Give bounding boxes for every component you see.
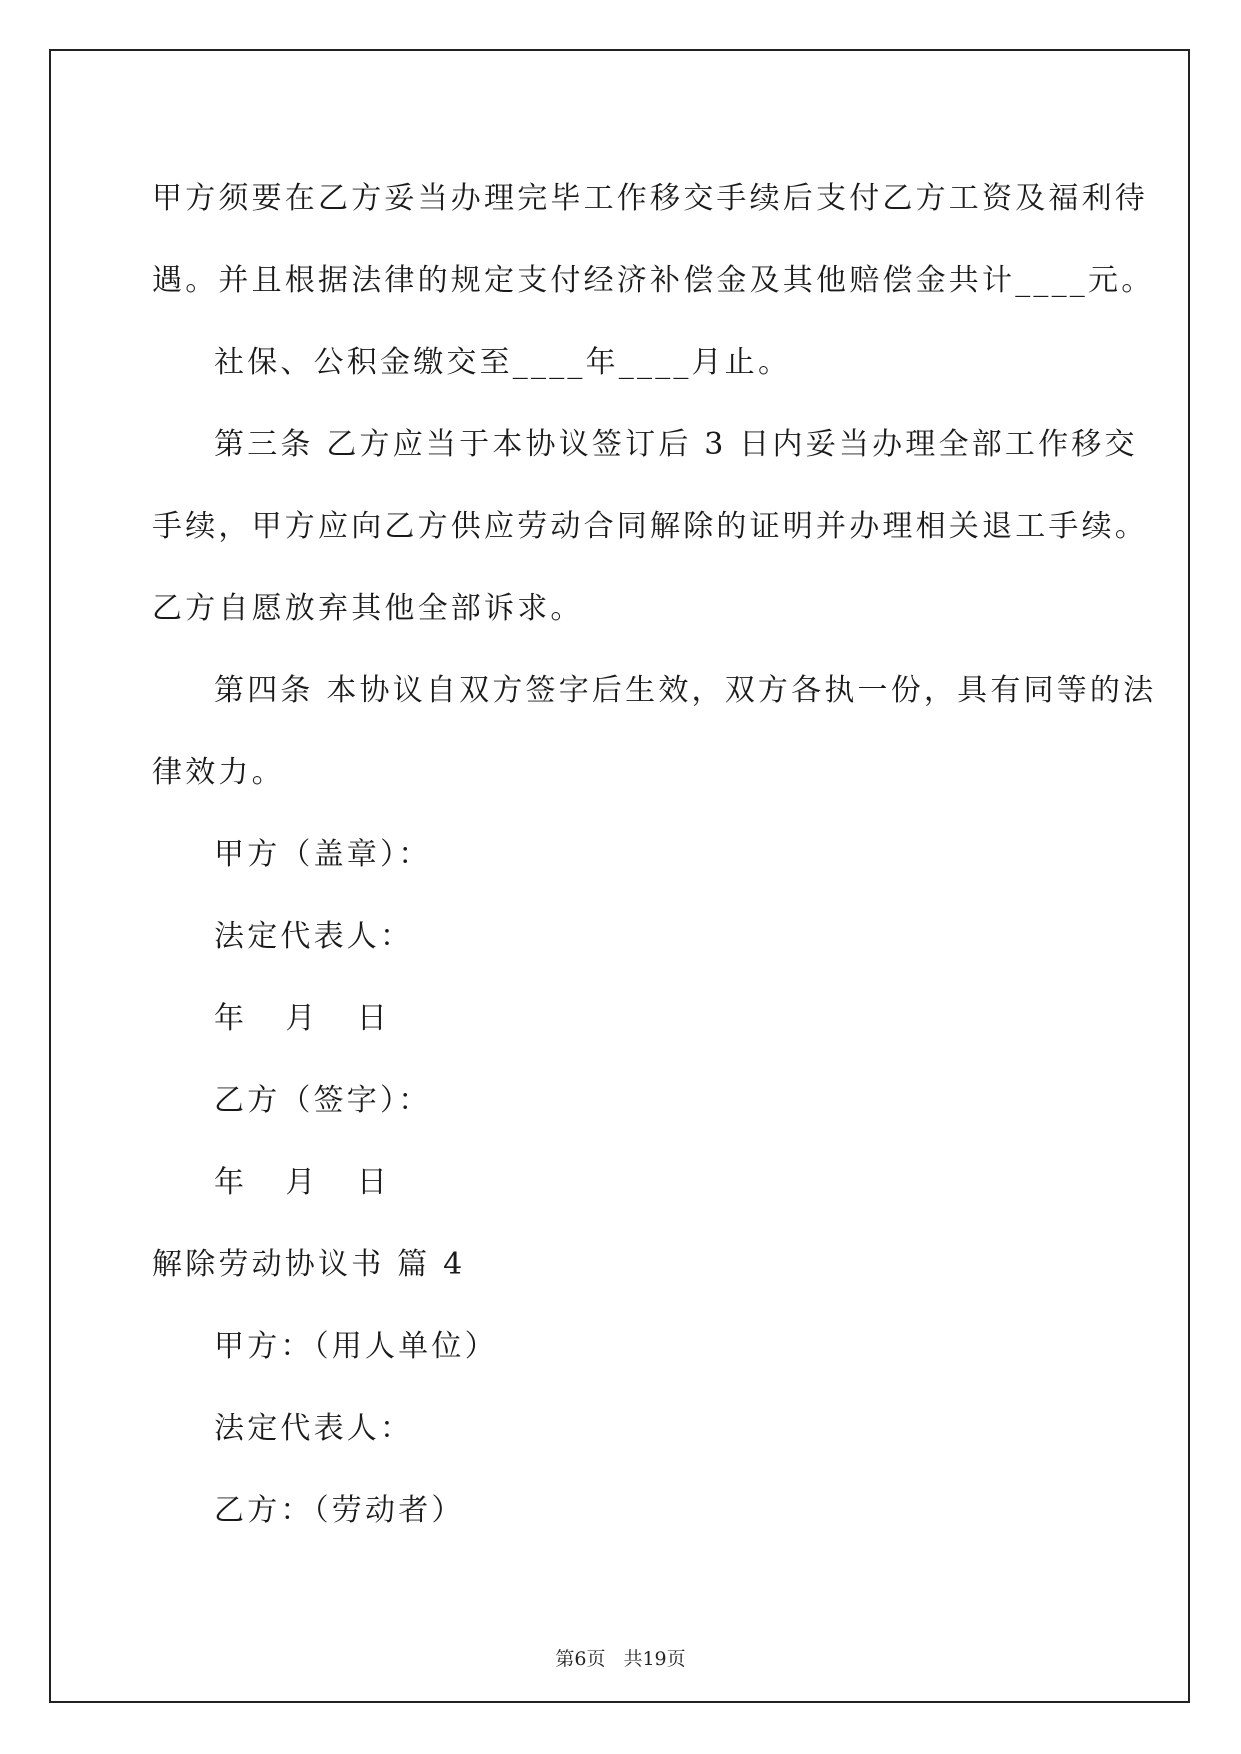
date-line: 年 月 日 [214,1001,391,1036]
page-number: 第6页 [555,1648,606,1670]
article-3-line: 第三条 乙方应当于本协议签订后 3 日内妥当办理全部工作移交 [214,427,1138,462]
page-total: 共19页 [623,1648,686,1670]
page-footer [0,1644,1241,1671]
text-line: 社保、公积金缴交至____年____月止。 [214,345,792,380]
article-3-line: 乙方自愿放弃其他全部诉求。 [152,591,584,626]
article-4-line: 律效力。 [152,755,285,790]
text-line: 遇。并且根据法律的规定支付经济补偿金及其他赔偿金共计____元。 [152,263,1155,298]
document-body [152,158,1157,1552]
article-3-line: 手续，甲方应向乙方供应劳动合同解除的证明并办理相关退工手续。 [152,509,1148,544]
date-line: 年 月 日 [214,1165,391,1200]
text-line: 甲方须要在乙方妥当办理完毕工作移交手续后支付乙方工资及福利待 [152,181,1148,216]
legal-representative-label: 法定代表人： [214,1411,414,1446]
section-title: 解除劳动协议书 篇 4 [152,1247,466,1282]
party-b-signature-label: 乙方（签字）： [214,1083,432,1118]
party-a-seal-label: 甲方（盖章）： [214,837,432,872]
party-b-label: 乙方：（劳动者） [214,1493,465,1528]
party-a-label: 甲方：（用人单位） [214,1329,498,1364]
legal-representative-label: 法定代表人： [214,919,414,954]
article-4-line: 第四条 本协议自双方签字后生效，双方各执一份，具有同等的法 [214,673,1157,708]
